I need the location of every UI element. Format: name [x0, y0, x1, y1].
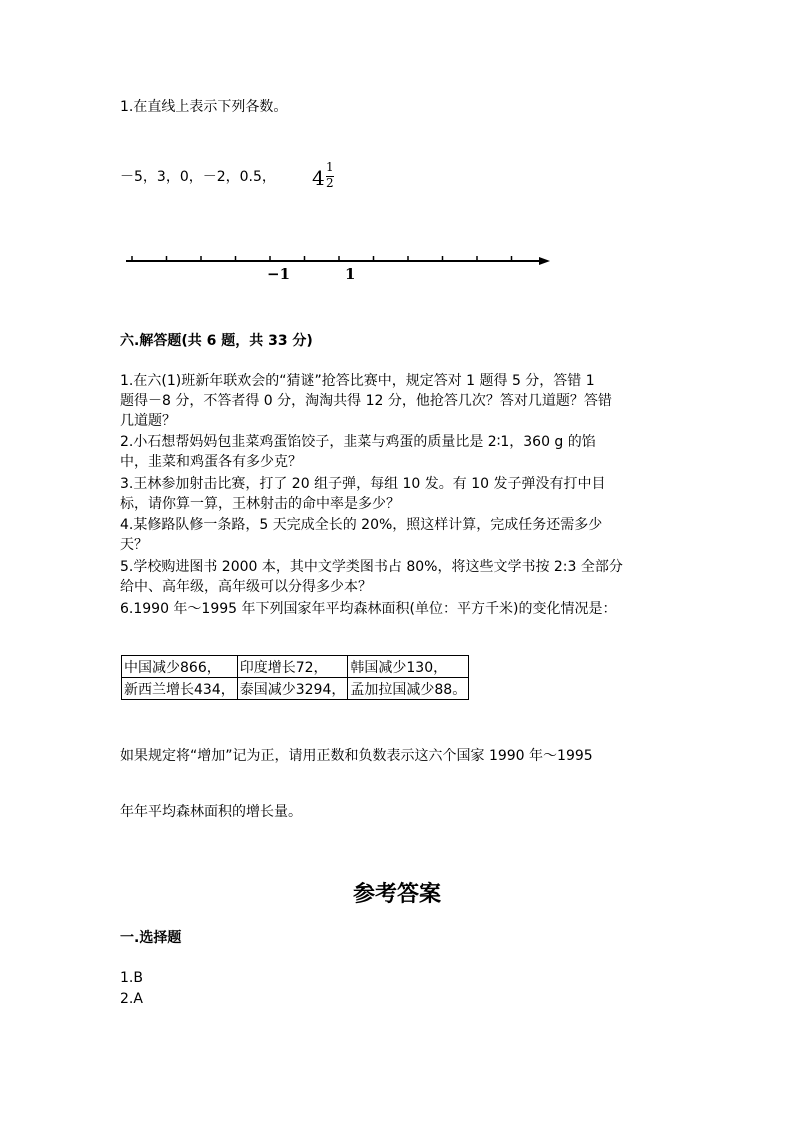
- number-line: [120, 248, 560, 284]
- mixed-number-whole: 4: [312, 166, 325, 190]
- problem-line: 标，请你算一算，王林射击的命中率是多少？: [120, 496, 400, 512]
- mixed-number-denominator: 2: [326, 176, 334, 190]
- problem-line: 6.1990 年～1995 年下列国家年平均森林面积(单位：平方千米)的变化情况是：: [120, 601, 617, 617]
- number-line-label-pos1: 1: [345, 265, 356, 283]
- q1-title: 1.在直线上表示下列各数。: [120, 99, 288, 115]
- table-cell: 印度增长72，: [237, 656, 348, 678]
- forest-change-table: [121, 655, 469, 700]
- table-cell: 韩国减少130，: [348, 656, 469, 678]
- problem-line: 几道题？: [120, 413, 176, 429]
- problem-line: 中，韭菜和鸡蛋各有多少克？: [120, 454, 302, 470]
- number-line-label-neg1: −1: [267, 265, 291, 283]
- problem-line: 1.在六(1)班新年联欢会的“猜谜”抢答比赛中，规定答对 1 题得 5 分，答错 1: [120, 373, 595, 389]
- table-cell: 孟加拉国减少88。: [348, 678, 469, 700]
- answer-item: 1.B: [120, 970, 143, 986]
- table-row: [122, 678, 469, 700]
- problem-line: 2.小石想帮妈妈包韭菜鸡蛋馅饺子，韭菜与鸡蛋的质量比是 2∶1，360 g 的馅: [120, 434, 596, 450]
- problem-line: 5.学校购进图书 2000 本，其中文学类图书占 80%，将这些文学书按 2:3 全部分: [120, 559, 623, 575]
- table-cell: 新西兰增长434，: [122, 678, 238, 700]
- table-cell: 中国减少866，: [122, 656, 238, 678]
- table-row: [122, 656, 469, 678]
- problem-line: 3.王林参加射击比赛，打了 20 组子弹，每组 10 发。有 10 发子弹没有打中目: [120, 476, 606, 492]
- problem-line: 如果规定将“增加”记为正，请用正数和负数表示这六个国家 1990 年～1995: [120, 748, 593, 764]
- problem-line: 天？: [120, 537, 148, 553]
- answers-title: 参考答案: [352, 881, 441, 907]
- mixed-number: [312, 160, 342, 196]
- problem-line: 4.某修路队修一条路，5 天完成全长的 20%，照这样计算，完成任务还需多少: [120, 517, 603, 533]
- problem-line: 给中、高年级，高年级可以分得多少本？: [120, 579, 372, 595]
- mixed-number-numerator: 1: [326, 160, 334, 174]
- answer-item: 2.A: [120, 991, 143, 1007]
- problem-line: 年年平均森林面积的增长量。: [120, 804, 302, 820]
- table-cell: 泰国减少3294，: [237, 678, 348, 700]
- problem-line: 题得－8 分，不答者得 0 分，淘淘共得 12 分，他抢答几次？答对几道题？答错: [120, 393, 612, 409]
- q1-numbers: －5，3，0，－2，0.5，: [120, 169, 276, 185]
- answers-section1-heading: 一.选择题: [120, 930, 182, 946]
- section6-heading: 六.解答题(共 6 题，共 33 分): [120, 333, 313, 349]
- number-line-arrow: [539, 257, 550, 265]
